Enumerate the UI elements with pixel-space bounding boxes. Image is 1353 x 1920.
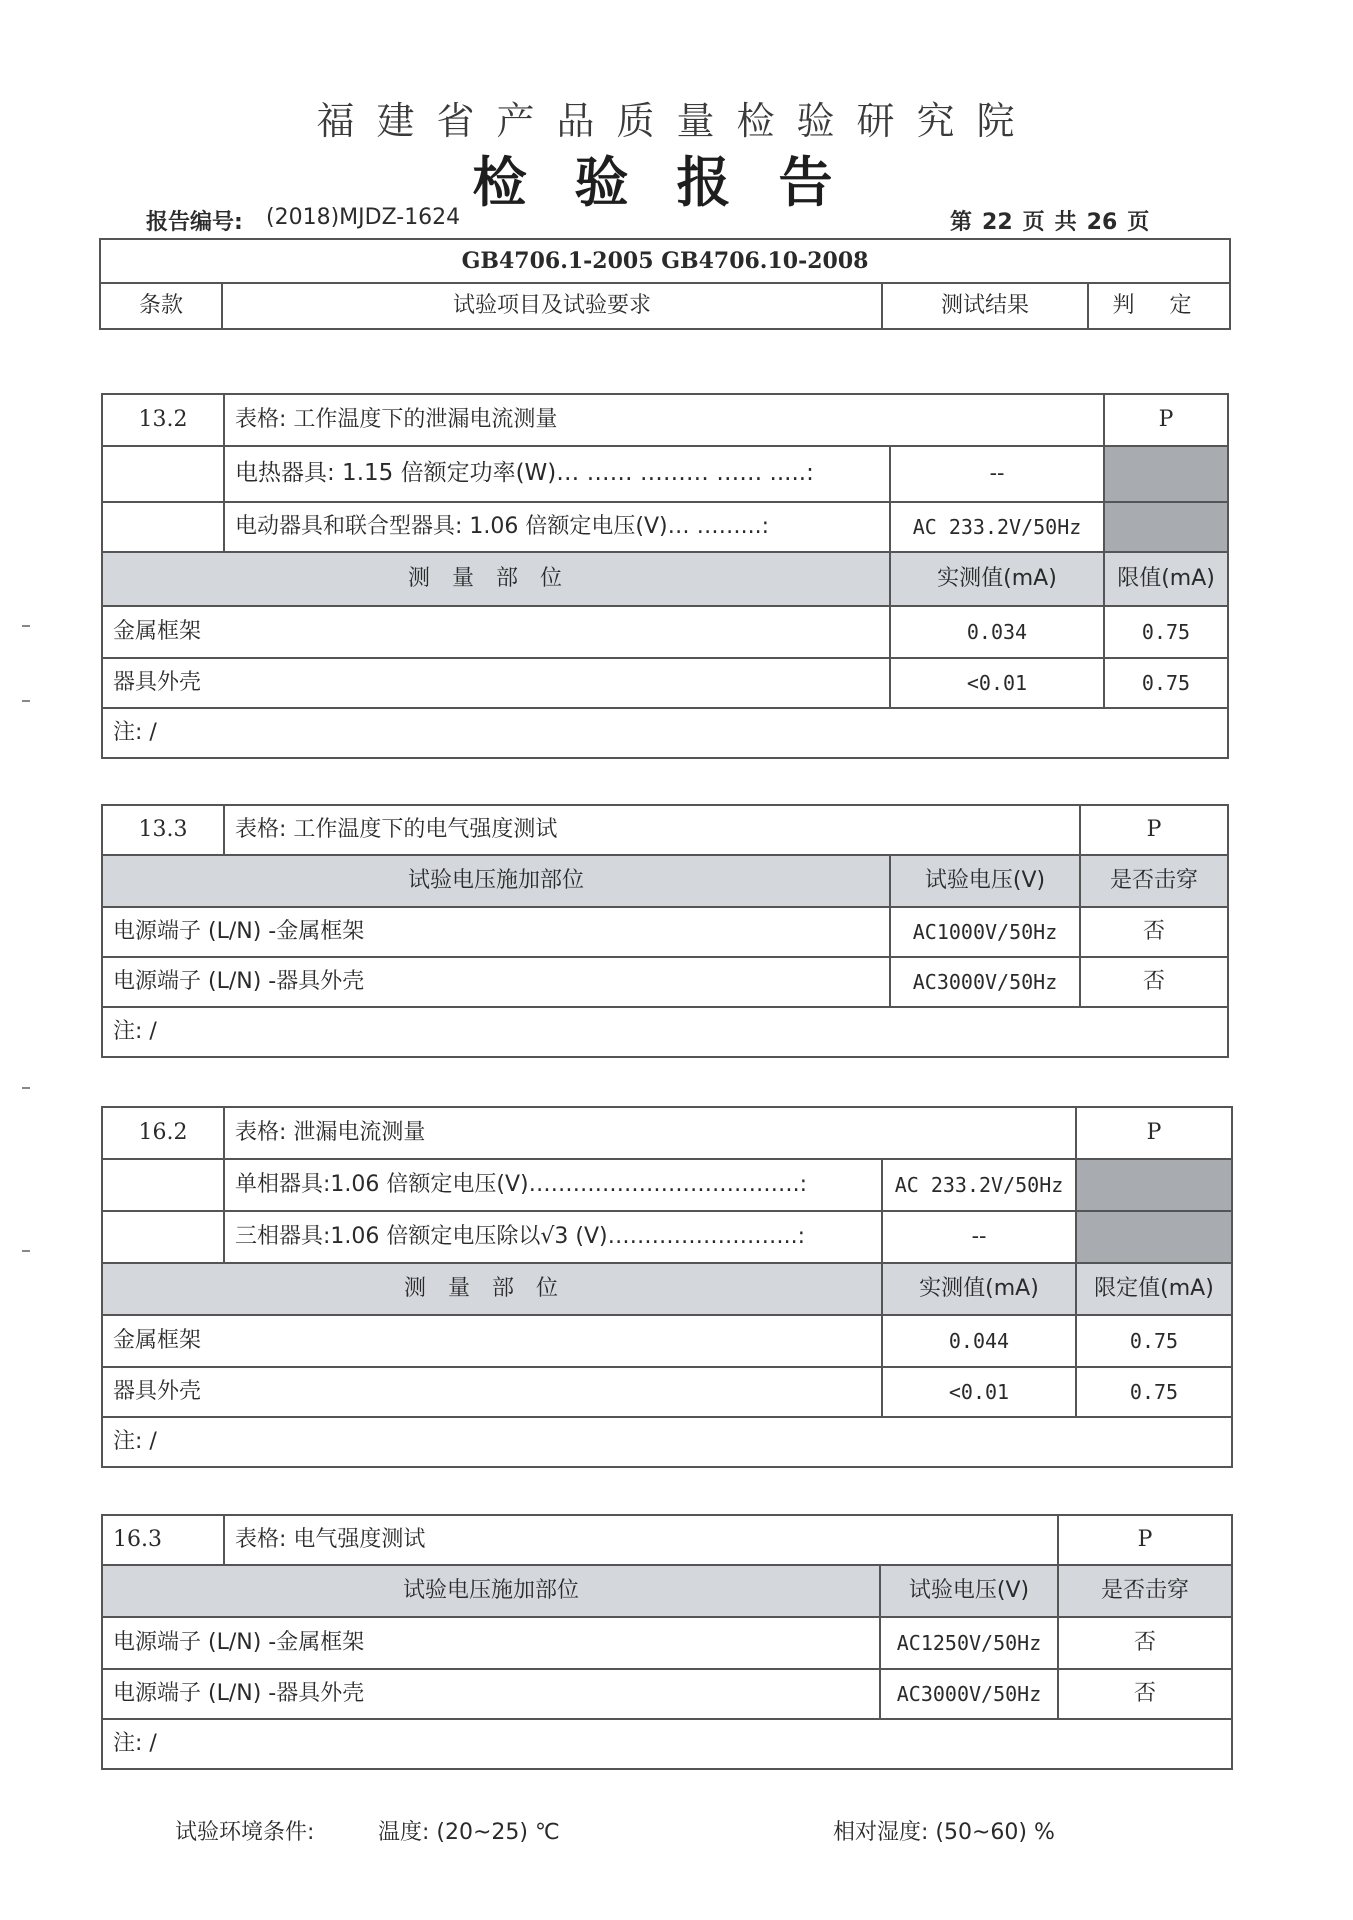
verdict-13-3: P: [1080, 805, 1228, 855]
empty-cell: [102, 446, 224, 502]
verdict-16-3: P: [1058, 1515, 1232, 1565]
shaded-cell: [1104, 502, 1228, 552]
voltage-13-3-1: AC3000V/50Hz: [890, 957, 1080, 1007]
section-13-3-table: [101, 804, 1229, 1058]
row-value-13-2-heat: --: [890, 446, 1104, 502]
report-title: 检验报告: [472, 150, 881, 214]
header-limit-13-2: 限值(mA): [1104, 552, 1228, 606]
standard-table: [99, 238, 1231, 330]
footer-humidity: 相对湿度: (50~60) %: [833, 1820, 1055, 1845]
header-measured-16-2: 实测值(mA): [882, 1263, 1076, 1315]
scan-mark: [22, 1087, 30, 1089]
shaded-cell: [1076, 1159, 1232, 1211]
col-verdict: 判 定: [1088, 283, 1230, 329]
report-number-value: (2018)MJDZ-1624: [266, 205, 461, 230]
page-info: [950, 205, 1159, 236]
measured-16-2-0: 0.044: [882, 1315, 1076, 1367]
page-label-3: 共: [1054, 210, 1077, 235]
header-part-16-3: 试验电压施加部位: [102, 1565, 880, 1617]
verdict-13-2: P: [1104, 394, 1228, 446]
breakdown-13-3-0: 否: [1080, 907, 1228, 957]
section-16-3-table: [101, 1514, 1233, 1770]
breakdown-16-3-0: 否: [1058, 1617, 1232, 1669]
header-measured-13-2: 实测值(mA): [890, 552, 1104, 606]
header-voltage-16-3: 试验电压(V): [880, 1565, 1058, 1617]
note-13-3: 注: /: [102, 1007, 1228, 1057]
clause-13-2: 13.2: [102, 394, 224, 446]
part-13-3-0: 电源端子 (L/N) -金属框架: [102, 907, 890, 957]
voltage-16-3-0: AC1250V/50Hz: [880, 1617, 1058, 1669]
part-16-3-0: 电源端子 (L/N) -金属框架: [102, 1617, 880, 1669]
part-13-2-0: 金属框架: [102, 606, 890, 658]
clause-13-3: 13.3: [102, 805, 224, 855]
report-number-label: 报告编号:: [146, 210, 243, 235]
institute-name: 福建省产品质量检验研究院: [316, 99, 1037, 143]
title-13-2: 表格: 工作温度下的泄漏电流测量: [224, 394, 1104, 446]
row-value-16-2-single: AC 233.2V/50Hz: [882, 1159, 1076, 1211]
empty-cell: [102, 1211, 224, 1263]
col-item: 试验项目及试验要求: [222, 283, 882, 329]
row-value-16-2-three: --: [882, 1211, 1076, 1263]
page-label-4: 页: [1127, 210, 1150, 235]
part-13-3-1: 电源端子 (L/N) -器具外壳: [102, 957, 890, 1007]
shaded-cell: [1104, 446, 1228, 502]
header-limit-16-2: 限定值(mA): [1076, 1263, 1232, 1315]
row-label-16-2-single: 单相器具:1.06 倍额定电压(V)……………………………….:: [224, 1159, 882, 1211]
section-16-2-table: [101, 1106, 1233, 1468]
measured-13-2-0: 0.034: [890, 606, 1104, 658]
note-16-2: 注: /: [102, 1417, 1232, 1467]
empty-cell: [102, 1159, 224, 1211]
part-16-2-1: 器具外壳: [102, 1367, 882, 1417]
scan-mark: [22, 625, 30, 627]
header-voltage-13-3: 试验电压(V): [890, 855, 1080, 907]
standard-code: GB4706.1-2005 GB4706.10-2008: [100, 239, 1230, 283]
voltage-13-3-0: AC1000V/50Hz: [890, 907, 1080, 957]
header-breakdown-13-3: 是否击穿: [1080, 855, 1228, 907]
col-clause: 条款: [100, 283, 222, 329]
part-13-2-1: 器具外壳: [102, 658, 890, 708]
shaded-cell: [1076, 1211, 1232, 1263]
section-13-2-table: [101, 393, 1229, 759]
title-16-3: 表格: 电气强度测试: [224, 1515, 1058, 1565]
title-16-2: 表格: 泄漏电流测量: [224, 1107, 1076, 1159]
scan-mark: [22, 700, 30, 702]
row-label-13-2-motor: 电动器具和联合型器具: 1.06 倍额定电压(V)… ……...:: [224, 502, 890, 552]
row-label-13-2-heat: 电热器具: 1.15 倍额定功率(W)… …… ……… …… .....:: [224, 446, 890, 502]
page-current: 22: [982, 210, 1013, 235]
header-part-13-2: 测量部位: [102, 552, 890, 606]
header-breakdown-16-3: 是否击穿: [1058, 1565, 1232, 1617]
measured-13-2-1: <0.01: [890, 658, 1104, 708]
row-value-13-2-motor: AC 233.2V/50Hz: [890, 502, 1104, 552]
limit-13-2-0: 0.75: [1104, 606, 1228, 658]
part-16-3-1: 电源端子 (L/N) -器具外壳: [102, 1669, 880, 1719]
header-part-13-3: 试验电压施加部位: [102, 855, 890, 907]
measured-16-2-1: <0.01: [882, 1367, 1076, 1417]
page-label-1: 第: [950, 210, 973, 235]
voltage-16-3-1: AC3000V/50Hz: [880, 1669, 1058, 1719]
breakdown-16-3-1: 否: [1058, 1669, 1232, 1719]
footer-temperature: 温度: (20~25) ℃: [378, 1820, 560, 1845]
empty-cell: [102, 502, 224, 552]
col-result: 测试结果: [882, 283, 1088, 329]
header-part-16-2: 测量部位: [102, 1263, 882, 1315]
limit-13-2-1: 0.75: [1104, 658, 1228, 708]
title-13-3: 表格: 工作温度下的电气强度测试: [224, 805, 1080, 855]
row-label-16-2-three: 三相器具:1.06 倍额定电压除以√3 (V)……………………..:: [224, 1211, 882, 1263]
breakdown-13-3-1: 否: [1080, 957, 1228, 1007]
limit-16-2-1: 0.75: [1076, 1367, 1232, 1417]
clause-16-2: 16.2: [102, 1107, 224, 1159]
page-total: 26: [1086, 210, 1118, 235]
verdict-16-2: P: [1076, 1107, 1232, 1159]
part-16-2-0: 金属框架: [102, 1315, 882, 1367]
clause-16-3: 16.3: [102, 1515, 224, 1565]
page-label-2: 页: [1022, 210, 1045, 235]
footer-env-label: 试验环境条件:: [175, 1820, 315, 1845]
limit-16-2-0: 0.75: [1076, 1315, 1232, 1367]
scan-mark: [22, 1250, 30, 1252]
note-16-3: 注: /: [102, 1719, 1232, 1769]
note-13-2: 注: /: [102, 708, 1228, 758]
